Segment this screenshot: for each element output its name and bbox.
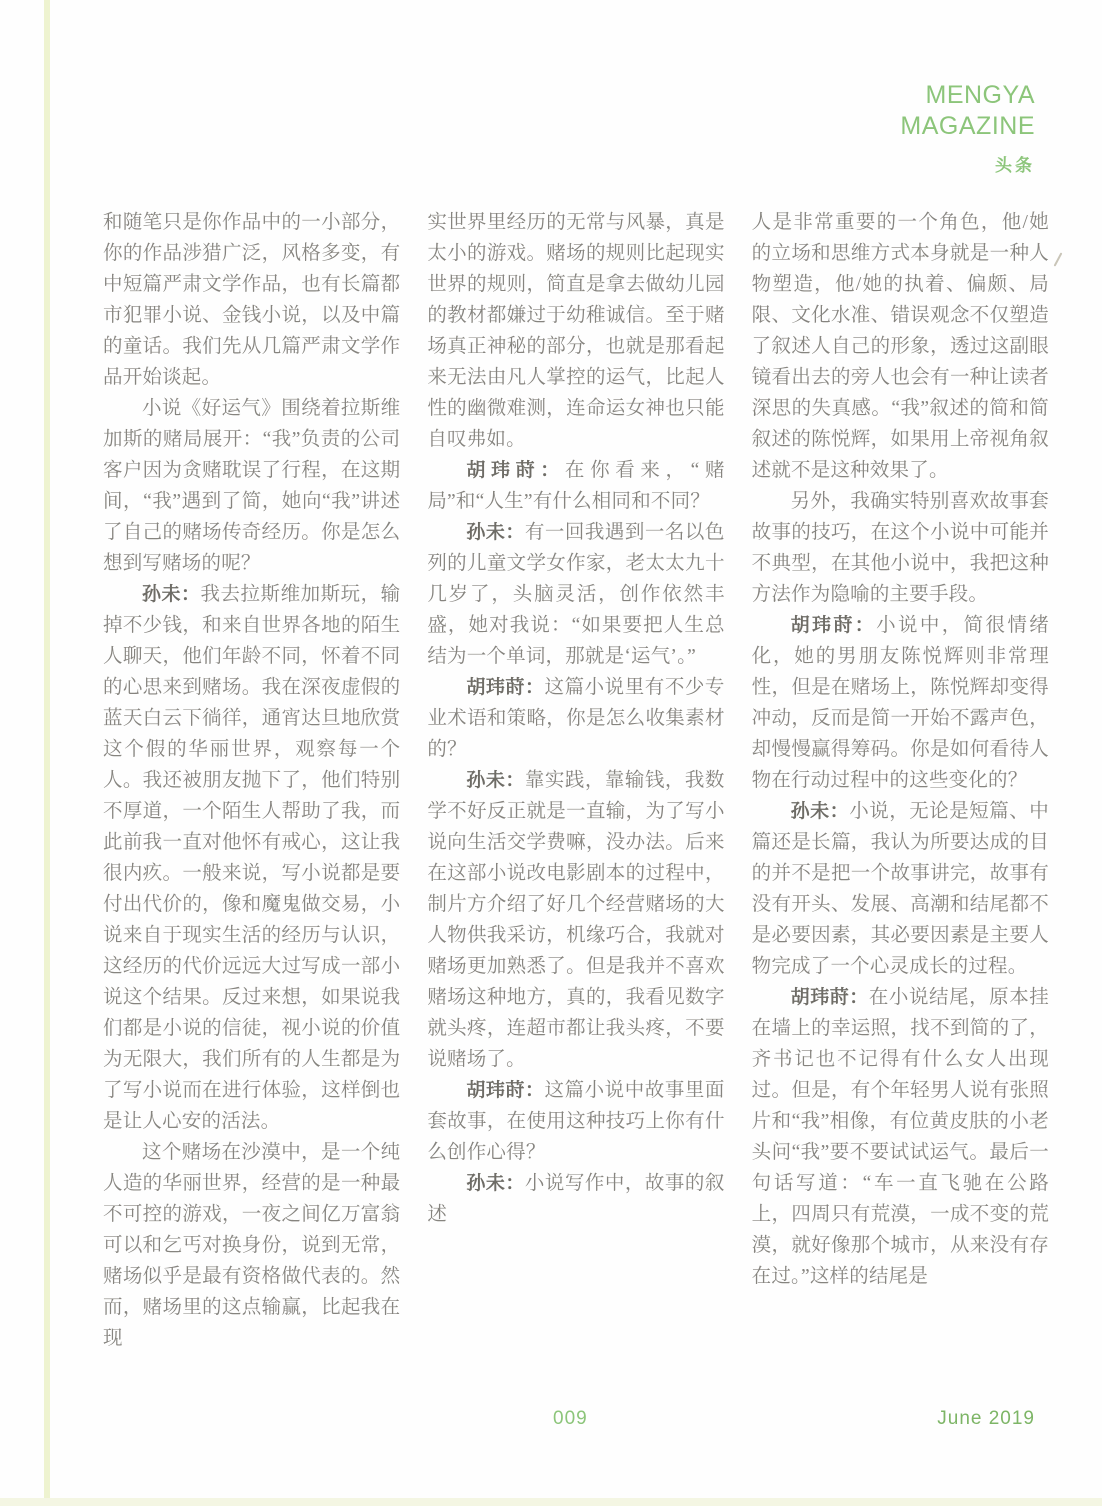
interview-turn-paragraph: 孙未：我去拉斯维加斯玩，输掉不少钱，和来自世界各地的陌生人聊天，他们年龄不同，怀着不同的心思来到赌场。我在深夜虚假的蓝天白云下徜徉，通宵达旦地欣赏这个假的华丽世界，观察每一个人。我还被朋友抛下了，他们特别不厚道，一个陌生人帮助了我，而此前我一直对他怀有戒心，这让我很内疚。一般来说，写小说都是要付出代价的，像和魔鬼做交易，小说来自于现实生活的经历与认识，这经历的代价远远大过写成一部小说这个结果。反过来想，如果说我们都是小说的信徒，视小说的价值为无限大，我们所有的人生都是为了写小说而在进行体验，这样倒也是让人心安的活法。 xyxy=(103,584,401,1132)
article-columns xyxy=(103,207,1049,1354)
speaker-name: 胡玮莳： xyxy=(790,987,869,1008)
magazine-logo-line1: MENGYA xyxy=(925,81,1035,109)
speaker-name: 胡玮莳： xyxy=(466,460,565,481)
body-paragraph: 这个赌场在沙漠中，是一个纯人造的华丽世界，经营的是一种最不可控的游戏，一夜之间亿万富翁可以和乞丐对换身份，说到无常，赌场似乎是最有资格做代表的。然而，赌场里的这点输赢，比起我在现 xyxy=(103,1142,401,1349)
speaker-name: 胡玮莳： xyxy=(790,615,877,636)
interview-turn-paragraph: 孙未：靠实践，靠输钱，我数学不好反正就是一直输，为了写小说向生活交学费嘛，没办法。后来在这部小说改电影剧本的过程中，制片方介绍了好几个经营赌场的大人物供我采访，机缘巧合，我就对赌场更加熟悉了。但是我并不喜欢赌场这种地方，真的，我看见数字就头疼，连超市都让我头疼，不要说赌场了。 xyxy=(427,770,725,1070)
body-paragraph: 小说《好运气》围绕着拉斯维加斯的赌局展开：“我”负责的公司客户因为贪赌耽误了行程，在这期间，“我”遇到了简，她向“我”讲述了自己的赌场传奇经历。你是怎么想到写赌场的呢？ xyxy=(103,398,401,574)
body-paragraph: 另外，我确实特别喜欢故事套故事的技巧，在这个小说中可能并不典型，在其他小说中，我把这种方法作为隐喻的主要手段。 xyxy=(751,491,1049,605)
interview-turn-paragraph: 胡玮莳：小说中，简很情绪化，她的男朋友陈悦辉则非常理性，但是在赌场上，陈悦辉却变得冲动，反而是简一开始不露声色，却慢慢赢得筹码。你是如何看待人物在行动过程中的这些变化的？ xyxy=(751,615,1049,791)
scan-artifact-mark xyxy=(1054,252,1063,266)
issue-date: June 2019 xyxy=(937,1408,1035,1429)
interview-turn-paragraph: 胡玮莳：这篇小说中故事里面套故事，在使用这种技巧上你有什么创作心得？ xyxy=(427,1080,725,1163)
magazine-logo-line2: MAGAZINE xyxy=(900,112,1035,140)
text-column-1 xyxy=(103,207,400,1354)
interview-turn-paragraph: 孙未：小说写作中，故事的叙述 xyxy=(427,1173,725,1225)
body-paragraph: 实世界里经历的无常与风暴，真是太小的游戏。赌场的规则比起现实世界的规则，简直是拿去做幼儿园的教材都嫌过于幼稚诚信。至于赌场真正神秘的部分，也就是那看起来无法由凡人掌控的运气，比起人性的幽微难测，连命运女神也只能自叹弗如。 xyxy=(427,212,725,450)
left-edge-stripe xyxy=(44,0,50,1506)
section-label: 头条 xyxy=(995,156,1035,175)
speaker-name: 孙未： xyxy=(466,770,525,791)
speaker-name: 孙未： xyxy=(790,801,850,822)
speaker-name: 孙未： xyxy=(466,522,525,543)
interview-turn-paragraph: 胡玮莳：在小说结尾，原本挂在墙上的幸运照，找不到简的了，齐书记也不记得有什么女人出现过。但是，有个年轻男人说有张照片和“我”相像，有位黄皮肤的小老头问“我”要不要试试运气。最后一句话写道：“车一直飞驰在公路上，四周只有荒漠，一成不变的荒漠，就好像那个城市，从来没有存在过。”这样的结尾是 xyxy=(751,987,1049,1287)
speaker-name: 孙未： xyxy=(142,584,201,605)
speaker-name: 孙未： xyxy=(466,1173,525,1194)
interview-turn-paragraph: 胡玮莳：在你看来，“赌局”和“人生”有什么相同和不同？ xyxy=(427,460,725,512)
speaker-name: 胡玮莳： xyxy=(466,677,545,698)
body-paragraph: 人是非常重要的一个角色，他/她的立场和思维方式本身就是一种人物塑造，他/她的执着、偏颇、局限、文化水准、错误观念不仅塑造了叙述人自己的形象，透过这副眼镜看出去的旁人也会有一种让读者深思的失真感。“我”叙述的简和简叙述的陈悦辉，如果用上帝视角叙述就不是这种效果了。 xyxy=(751,212,1049,481)
speaker-name: 胡玮莳： xyxy=(466,1080,545,1101)
text-column-3 xyxy=(752,207,1049,1354)
page-edge-shading xyxy=(0,1498,1102,1506)
interview-turn-paragraph: 胡玮莳：这篇小说里有不少专业术语和策略，你是怎么收集素材的？ xyxy=(427,677,725,760)
page-number: 009 xyxy=(553,1408,588,1429)
body-paragraph: 和随笔只是你作品中的一小部分，你的作品涉猎广泛，风格多变，有中短篇严肃文学作品，也有长篇都市犯罪小说、金钱小说，以及中篇的童话。我们先从几篇严肃文学作品开始谈起。 xyxy=(103,212,401,388)
text-column-2 xyxy=(427,207,724,1354)
magazine-logo xyxy=(900,80,1035,142)
interview-turn-paragraph: 孙未：有一回我遇到一名以色列的儿童文学女作家，老太太九十几岁了，头脑灵活，创作依然丰盛，她对我说：“如果要把人生总结为一个单词，那就是‘运气’。” xyxy=(427,522,725,667)
interview-turn-paragraph: 孙未：小说，无论是短篇、中篇还是长篇，我认为所要达成的目的并不是把一个故事讲完，故事有没有开头、发展、高潮和结尾都不是必要因素，其必要因素是主要人物完成了一个心灵成长的过程。 xyxy=(751,801,1049,977)
